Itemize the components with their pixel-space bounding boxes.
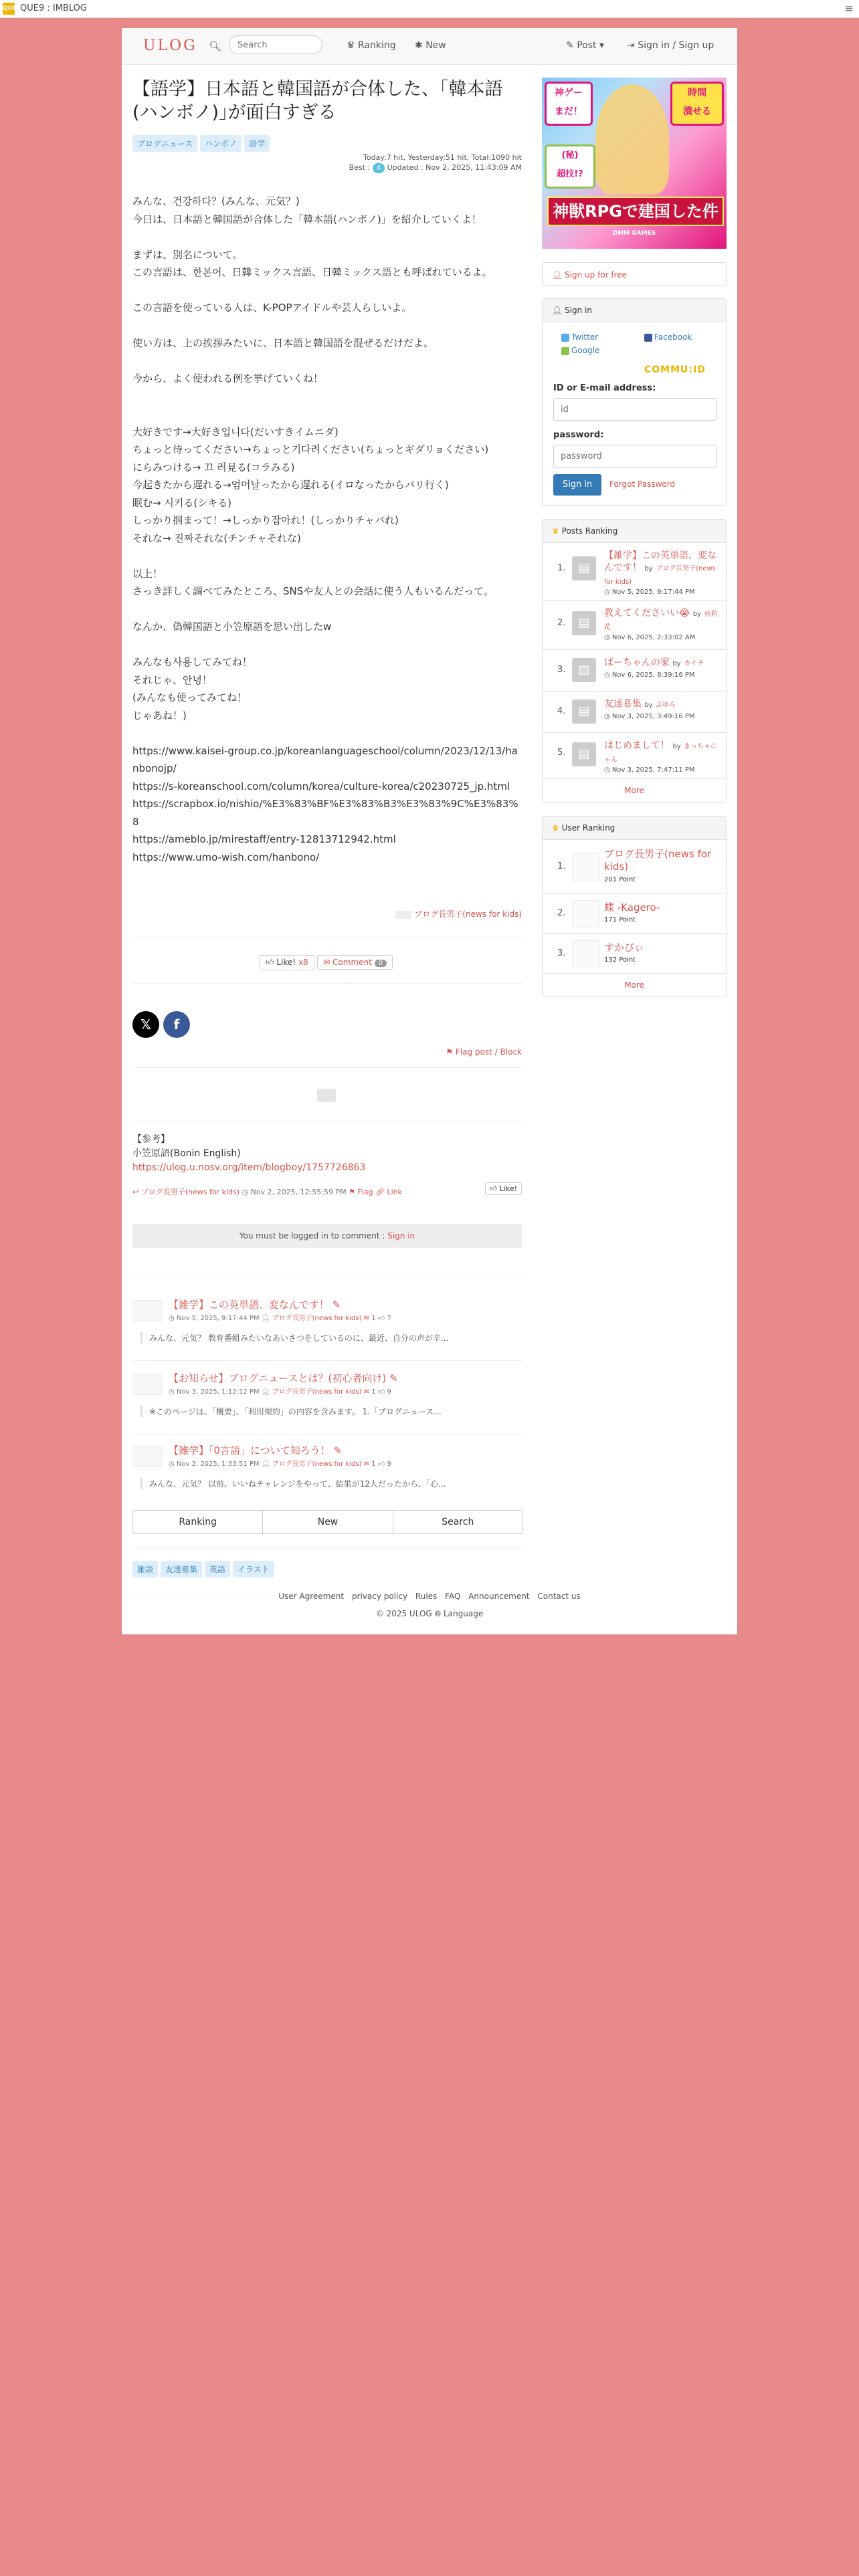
user-icon: 👤︎	[552, 306, 563, 315]
ad-badge: 神ゲー まだ！	[545, 82, 593, 126]
comment-button[interactable]	[317, 955, 393, 970]
comment-icon: ✉	[363, 1315, 370, 1322]
rank-date: Nov 6, 2025, 2:33:02 AM	[611, 634, 696, 641]
facebook-login[interactable]	[644, 332, 692, 342]
signin-button[interactable]: Sign in	[553, 474, 601, 496]
tag[interactable]: 雑談	[132, 1561, 158, 1578]
comment-label: Comment	[332, 958, 372, 967]
google-label: Google	[571, 346, 600, 355]
user-rank-number: 2.	[557, 908, 566, 918]
page-container	[122, 28, 737, 1634]
advertisement-banner[interactable]	[542, 78, 727, 249]
ad-badge: (秘) 超技!?	[545, 144, 595, 189]
like-comment-row	[260, 955, 393, 970]
crown-icon: ♛	[552, 823, 559, 833]
image-placeholder	[317, 1089, 336, 1102]
search-icon[interactable]: 🔍︎	[209, 40, 222, 52]
ref-label: 【参考】	[132, 1134, 170, 1145]
best-label: Best :	[349, 163, 371, 172]
divider	[132, 1547, 522, 1548]
rank-date: Nov 3, 2025, 3:49:16 PM	[611, 713, 695, 720]
comment-icon: ✉	[363, 1461, 370, 1468]
document-icon: ▤	[572, 700, 596, 724]
related-meta: ◷ Nov 3, 2025, 1:12:12 PM 👤︎ ブログ長男子(news for kids) ✉ 1 👍︎ 9	[169, 1388, 391, 1396]
rank-title[interactable]: ぱーちゃんの家	[604, 657, 670, 668]
tag[interactable]: イラスト	[233, 1561, 274, 1578]
forgot-password-link[interactable]: Forgot Password	[609, 479, 676, 489]
tag[interactable]: 語学	[244, 135, 270, 152]
ad-title: 神獣RPGで建国した件	[547, 197, 724, 226]
password-input[interactable]	[553, 445, 717, 467]
comment-icon: ✉	[323, 958, 330, 967]
ranking-item[interactable]: 3. ▤ ぱーちゃんの家 by カイチ ◷ Nov 6, 2025, 8:39:16 PM	[543, 649, 726, 691]
brand-logo[interactable]: ULOG	[143, 37, 197, 54]
pencil-icon: ✎	[333, 1444, 343, 1457]
divider	[132, 983, 522, 984]
user-name[interactable]: すかぴぃ	[604, 942, 645, 954]
footer-links	[122, 1592, 737, 1601]
user-points: 171 Point	[604, 916, 636, 924]
system-bar	[0, 0, 859, 18]
tag[interactable]: ハンボノ	[200, 135, 242, 152]
commu-id-login[interactable]: COMMU:ID	[644, 364, 706, 375]
footer-link[interactable]: privacy policy	[351, 1592, 408, 1601]
related-author[interactable]: ブログ長男子(news for kids)	[272, 1388, 362, 1396]
document-icon: ▤	[572, 556, 596, 580]
rank-number: 3.	[557, 665, 566, 675]
meta-link-label: Link	[387, 1188, 403, 1196]
user-rank-number: 1.	[557, 861, 566, 871]
copyright: © 2025 ULOG	[375, 1609, 432, 1618]
like-small-label: Like!	[499, 1184, 517, 1193]
signin-header	[543, 299, 726, 322]
flag-label: Flag post / Block	[455, 1047, 522, 1057]
related-likes: 9	[387, 1388, 391, 1396]
user-points: 132 Point	[604, 956, 636, 964]
twitter-icon	[561, 334, 569, 342]
meta-flag[interactable]: ⚑ Flag	[349, 1188, 373, 1196]
footer-link[interactable]: User Agreement	[278, 1592, 345, 1601]
google-icon	[561, 347, 569, 355]
bottom-tags	[132, 1561, 277, 1578]
user-ranking-item[interactable]	[543, 893, 726, 934]
clock-icon: ◷	[242, 1188, 249, 1196]
meta-date: Nov 2, 2025, 12:55:59 PM	[250, 1188, 347, 1196]
user-ranking-title: User Ranking	[561, 823, 615, 833]
divider	[132, 1067, 522, 1068]
rank-author[interactable]: ぷゆら	[656, 702, 676, 709]
pencil-icon: ✎	[566, 40, 574, 51]
user-ranking-panel	[542, 816, 727, 996]
author-avatar	[395, 911, 411, 919]
rank-date: Nov 3, 2025, 7:47:11 PM	[611, 766, 695, 774]
reference-block	[132, 1133, 365, 1175]
user-points: 201 Point	[604, 876, 636, 883]
comment-icon: ✉	[363, 1388, 370, 1396]
user-name[interactable]: ブログ長男子(news for kids)	[604, 848, 712, 873]
user-rank-number: 3.	[557, 948, 566, 958]
signin-header-label: Sign in	[565, 306, 592, 315]
pencil-icon: ✎	[389, 1372, 398, 1384]
document-icon: ▤	[572, 742, 596, 766]
like-count: x8	[298, 958, 308, 967]
ad-badge: 時間 潰せる	[670, 82, 724, 126]
footer-link[interactable]: Announcement	[468, 1592, 530, 1601]
star-icon: ✱	[415, 40, 423, 51]
ranking-item[interactable]: 1. ▤ 【雑学】この英単語、変なんです！ by ブログ長男子(news for kids) ◷ Nov 5, 2025, 9:17:44 PM	[543, 542, 726, 601]
like-button[interactable]	[260, 955, 314, 970]
footer-link[interactable]: FAQ	[445, 1592, 461, 1601]
article	[132, 78, 522, 1574]
hit-counter	[349, 152, 522, 173]
rank-number: 2.	[557, 618, 566, 628]
user-ranking-header	[543, 817, 726, 840]
nav-sign-in[interactable]	[627, 40, 714, 51]
related-excerpt: ※このページは、「概要」、「利用規約」の内容を含みます。 1.「ブログニュース...	[140, 1406, 524, 1417]
related-title[interactable]: 【お知らせ】ブログニュースとは？(初心者向け)	[169, 1372, 387, 1384]
id-label: ID or E-mail address:	[553, 383, 656, 393]
posts-ranking-panel	[542, 519, 727, 802]
article-body: みんな、건강하다？(みんな、元気？) 今日は、日本語と韓国語が合体した「韓本語(ハンボノ)」を紹介していくよ！ まずは、別名について。 この言語は、한본어、日韓ミックス言語、日韓ミックス語とも呼ばれているよ。 この言語を使っている人は、K-POPアイドルや芸人らしいよ。 使い方は、上の挨拶みたいに、日本語と韓国語を混ぜるだけだよ。 今から、よく使われる例を挙げていくね！ 大好きです→大好き입니다(だいすきイムニダ) ちょっと待ってください→ちょっと기다려ください(ちょっとギダリョください) にらみつける→ 끄 려見る(コラみる) 今起きたから遅れる→엄어날ったから遅れる(イロなったからバリ行く) 眠む→ 시키る(シキる) しっかり掴まって！→しっかり잡아れ！(しっかりチャバれ) それな→ 진짜それな(チンチャそれな) 以上！ さっき詳しく調べてみたところ、SNSや友人との会話に使う人もいるんだって。 なんか、偽韓国語と小笠原語を思い出したw みんなも사용してみてね！ それじゃ、안녕！ (みんなも使ってみてね！ じゃあね！) https://www.kaisei-group.co.jp/koreanlanguageschool/column/2023/12/13/hanbonojp/ https://s-koreanschool.com/column/korea/culture-korea/c20230725_jp.html https://scrapbox.io/nishio/%E3%83%BF%E3%83%B3%E3%83%9C%E3%83%8 https://ameblo.jp/mirestaff/entry-12813712942.html https://www.umo-wish.com/hanbono/	[132, 195, 518, 863]
ranking-button[interactable]: Ranking	[133, 1511, 263, 1533]
crown-icon: ♛	[552, 526, 559, 536]
related-excerpt: みんな、元気？ 教育番組みたいなあいさつをしているのに、最近、自分の声が辛...	[140, 1332, 524, 1344]
post-meta	[132, 1186, 402, 1197]
google-login[interactable]	[561, 346, 599, 355]
ref-link[interactable]: https://ulog.u.nosv.org/item/blogboy/1757726863	[132, 1162, 366, 1173]
nav-new[interactable]	[415, 40, 446, 51]
article-tags	[132, 135, 272, 152]
nav-post-dropdown[interactable]	[566, 40, 604, 51]
bottom-button-group	[132, 1510, 523, 1534]
related-likes: 7	[387, 1315, 391, 1322]
updated-date: Updated : Nov 2, 2025, 11:43:09 AM	[387, 163, 522, 172]
like-small-button[interactable]: 👍︎ Like!	[485, 1182, 522, 1195]
author-name: ブログ長男子(news for kids)	[414, 909, 522, 919]
login-note	[132, 1224, 522, 1248]
signin-panel	[542, 298, 727, 506]
related-comments: 1	[371, 1315, 376, 1322]
ad-character-image	[595, 84, 669, 195]
globe-icon: 🌐︎	[434, 1609, 442, 1618]
divider	[132, 1360, 522, 1361]
ref-name: 小笠原語(Bonin English)	[132, 1148, 241, 1159]
facebook-share-icon[interactable]: f	[163, 1011, 190, 1038]
meta-link[interactable]: 🔗︎ Link	[375, 1188, 403, 1196]
x-share-icon[interactable]: 𝕏	[132, 1011, 159, 1038]
post-thumbnail	[132, 1446, 162, 1467]
rank-number: 1.	[557, 563, 566, 573]
facebook-icon	[644, 334, 652, 342]
flag-block-link[interactable]	[446, 1047, 522, 1057]
search-button[interactable]: Search	[442, 1517, 474, 1527]
related-date: Nov 2, 2025, 1:33:51 PM	[176, 1461, 260, 1468]
meta-author[interactable]: ↩ ブログ長男子(news for kids)	[132, 1188, 240, 1196]
comment-count: 0	[375, 960, 387, 967]
id-input[interactable]	[553, 398, 717, 421]
user-ranking-item[interactable]	[543, 839, 726, 893]
related-author[interactable]: ブログ長男子(news for kids)	[272, 1315, 362, 1322]
language-link[interactable]: Language	[443, 1609, 484, 1618]
rank-title[interactable]: 教えてくださいい😭	[604, 608, 690, 619]
caret-down-icon: ▾	[599, 40, 604, 51]
nav-sign-label: Sign in / Sign up	[638, 40, 714, 51]
posts-ranking-title: Posts Ranking	[561, 526, 618, 536]
post-thumbnail	[132, 1300, 162, 1321]
related-comments: 1	[371, 1461, 376, 1468]
tag[interactable]: 英語	[205, 1561, 230, 1578]
posts-ranking-header	[543, 520, 726, 543]
login-link[interactable]: Sign in	[387, 1231, 415, 1241]
rank-date: Nov 5, 2025, 9:17:44 PM	[611, 588, 695, 596]
flag-icon: ⚑	[446, 1047, 454, 1057]
login-icon: ⇥	[627, 40, 635, 51]
rank-title[interactable]: 友達募集	[604, 699, 642, 710]
tag[interactable]: ブログニュース	[132, 135, 197, 152]
twitter-login[interactable]	[561, 332, 598, 342]
ranking-item[interactable]: 2. ▤ 教えてくださいい😭 by 亜莉花 ◷ Nov 6, 2025, 2:33:02 AM	[543, 600, 726, 650]
more-posts-link[interactable]: More	[543, 778, 726, 802]
ranking-item[interactable]: 4. ▤ 友達募集 by ぷゆら ◷ Nov 3, 2025, 3:49:16 PM	[543, 691, 726, 733]
login-note-text: You must be logged in to comment :	[239, 1231, 385, 1241]
nav-ranking-label: Ranking	[358, 40, 396, 51]
related-comments: 1	[371, 1388, 376, 1396]
hamburger-icon[interactable]: ≡	[844, 2, 854, 15]
ad-subtitle: DMM GAMES	[612, 230, 656, 237]
related-date: Nov 3, 2025, 1:12:12 PM	[176, 1388, 260, 1396]
footer-copy	[122, 1609, 737, 1619]
footer-link[interactable]: Rules	[415, 1592, 438, 1601]
related-title[interactable]: 【雑学】この英単語、変なんです！	[169, 1299, 330, 1311]
related-post[interactable]	[132, 1371, 522, 1431]
related-date: Nov 5, 2025, 9:17:44 PM	[176, 1315, 260, 1322]
related-excerpt: みんな、元気？ 以前、いいねチャレンジをやって、結果が12人だったから、「心...	[140, 1478, 524, 1489]
new-button[interactable]: New	[263, 1511, 393, 1533]
tag[interactable]: 友達募集	[161, 1561, 202, 1578]
meta-author-name: ブログ長男子(news for kids)	[140, 1188, 240, 1196]
rank-number: 4.	[557, 706, 566, 716]
user-ranking-item[interactable]	[543, 933, 726, 974]
footer-link[interactable]: Contact us	[537, 1592, 581, 1601]
like-label: Like!	[276, 958, 296, 967]
nav-new-label: New	[425, 40, 446, 51]
pencil-icon: ✎	[332, 1299, 341, 1311]
twitter-label: Twitter	[571, 332, 599, 342]
nav-post-label: Post	[577, 40, 597, 51]
signup-link[interactable]	[542, 262, 727, 286]
nav-ranking[interactable]	[347, 40, 396, 51]
avatar	[572, 900, 600, 928]
rank-author[interactable]: カイチ	[684, 660, 704, 667]
user-icon: 👤︎	[552, 270, 563, 280]
related-title[interactable]: 【雑学】「0言語」について知ろう！	[169, 1444, 330, 1457]
best-badge: 4	[373, 163, 385, 173]
rank-number: 5.	[557, 748, 566, 758]
rank-title[interactable]: はじめまして！	[604, 740, 670, 751]
author-link[interactable]	[395, 908, 522, 920]
more-users-link[interactable]: More	[543, 973, 726, 996]
related-meta: ◷ Nov 2, 2025, 1:33:51 PM 👤︎ ブログ長男子(news for kids) ✉ 1 👍︎ 9	[169, 1461, 391, 1468]
crown-icon: ♛	[347, 40, 355, 51]
meta-flag-label: Flag	[357, 1188, 373, 1196]
rank-date: Nov 6, 2025, 8:39:16 PM	[611, 671, 695, 679]
related-post[interactable]	[132, 1443, 522, 1503]
avatar	[572, 853, 600, 881]
post-thumbnail	[132, 1374, 162, 1395]
app-title: QUE9 : IMBLOG	[20, 3, 87, 13]
avatar	[572, 940, 600, 968]
search-input[interactable]	[229, 35, 322, 54]
rank-title[interactable]: 【雑学】この英単語、変なんです！	[604, 550, 717, 573]
signup-label: Sign up for free	[565, 270, 628, 280]
related-likes: 9	[387, 1461, 391, 1468]
rank-author[interactable]: 亜莉花	[604, 611, 718, 631]
password-label: password:	[553, 430, 604, 440]
hits-line: Today:7 hit, Yesterday:51 hit, Total:1090 hit	[363, 153, 522, 162]
document-icon: ▤	[572, 658, 596, 682]
related-meta: ◷ Nov 5, 2025, 9:17:44 PM 👤︎ ブログ長男子(news for kids) ✉ 1 👍︎ 7	[169, 1315, 391, 1322]
ranking-item[interactable]: 5. ▤ はじめまして！ by まっちゃにゃん ◷ Nov 3, 2025, 7:47:11 PM	[543, 732, 726, 778]
article-title: 【語学】日本語と韓国語が合体した、｢韓本語(ハンボノ)｣が面白すぎる	[132, 79, 503, 123]
app-logo: QUE9	[3, 3, 15, 15]
rank-author[interactable]: まっちゃにゃん	[604, 743, 718, 764]
thumbs-up-icon: 👍︎	[266, 958, 274, 967]
related-author[interactable]: ブログ長男子(news for kids)	[272, 1461, 362, 1468]
user-name[interactable]: 蝶 -Kagero-	[604, 901, 660, 914]
facebook-label: Facebook	[654, 332, 692, 342]
related-post[interactable]	[132, 1297, 522, 1358]
navbar	[122, 28, 737, 65]
document-icon: ▤	[572, 611, 596, 635]
rank-author[interactable]: ブログ長男子(news for kids)	[604, 565, 716, 586]
